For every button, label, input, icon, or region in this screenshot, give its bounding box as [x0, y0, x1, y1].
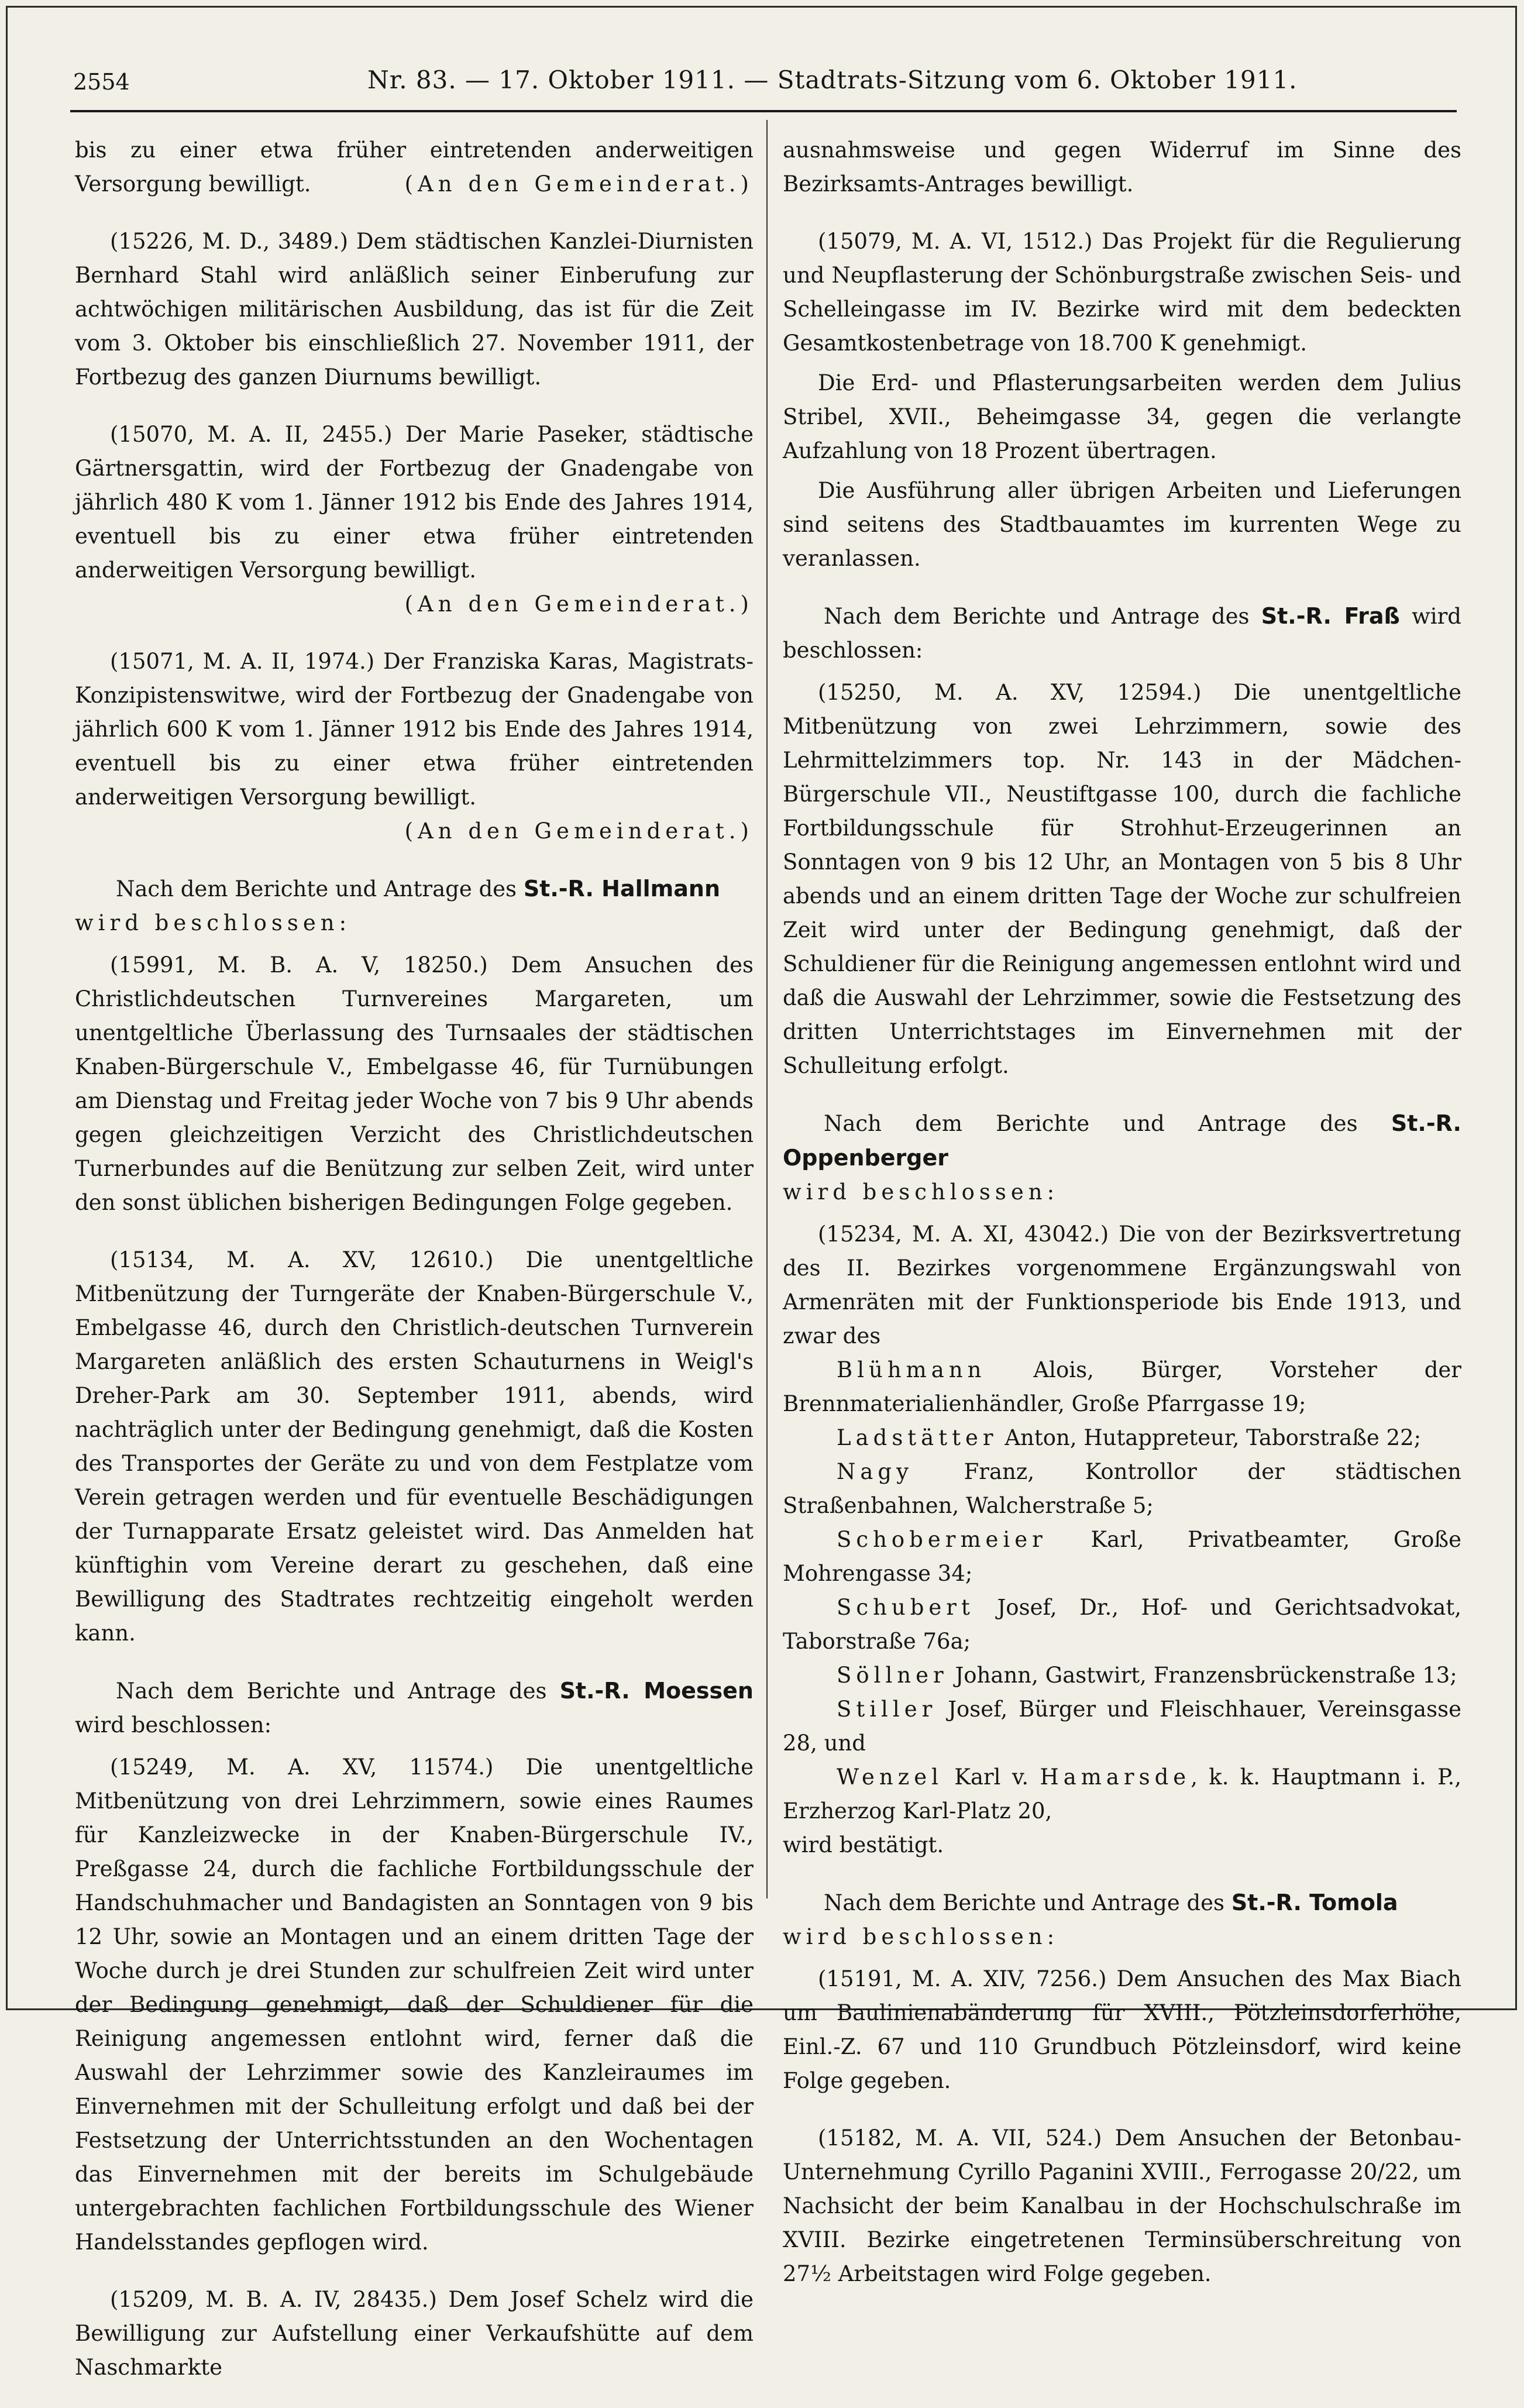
referral-note: (An den Gemeinderat.): [404, 591, 754, 617]
member-details: Anton, Hutappreteur, Taborstraße 22;: [997, 1425, 1422, 1450]
paragraph: [75, 645, 754, 848]
page-number: 2554: [73, 69, 130, 95]
councillor-name: St.-R. Hallmann: [523, 876, 721, 902]
councillor-name: St.-R. Moessen: [559, 1678, 754, 1704]
member-details: Karl v.: [942, 1764, 1040, 1790]
heading-prefix: Nach dem Berichte und Antrage des: [116, 1678, 560, 1704]
section-heading: [75, 872, 754, 906]
paragraph: (15226, M. D., 3489.) Dem städtischen Kanzlei-Diurnisten Bernhard Stahl wird anläßlich seiner Einberufung zur achtwöchigen militärischen Ausbildung, das ist für die Zeit vom 3. Oktober bis einschließlich 27. November 1911, der Fortbezug des ganzen Diurnums bewilligt.: [75, 229, 754, 390]
paragraph: (15250, M. A. XV, 12594.) Die unentgeltliche Mitbenützung von zwei Lehrzimmern, sowie des Lehrmittelzimmers top. Nr. 143 in der Mädchen-Bürgerschule VII., Neustiftgasse 100, durch die fachliche Fortbildungsschule für Strohhut-Erzeugerinnen an Sonntagen von 9 bis 12 Uhr, an Montagen von 5 bis 8 Uhr abends und an einem dritten Tage der Woche zur schulfreien Zeit wird unter der Bedingung genehmigt, daß der Schuldiener für die Reinigung angemessen entlohnt wird und daß die Auswahl der Lehrzimmer, sowie die Festsetzung des dritten Unterrichtstages im Einvernehmen mit der Schulleitung erfolgt.: [783, 680, 1461, 1078]
councillor-name: St.-R. Oppenberger: [783, 1110, 1461, 1171]
left-column: [75, 133, 754, 2408]
member-details: Josef, Dr., Hof- und Gerichtsadvokat, Taborstraße 76a;: [783, 1595, 1461, 1654]
member-name: Blühmann: [837, 1357, 986, 1382]
member-name: Ladstätter: [837, 1425, 998, 1450]
header-rule: [70, 110, 1457, 112]
member-details: Franz, Kontrollor der städtischen Straßenbahnen, Walcherstraße 5;: [783, 1459, 1461, 1518]
paragraph: (15191, M. A. XIV, 7256.) Dem Ansuchen des Max Biach um Baulinienabänderung für XVIII., Pötzleinsdorferhöhe, Einl.-Z. 67 und 110 Grundbuch Pötzleinsdorf, wird keine Folge gegeben.: [783, 1966, 1461, 2093]
list-item: [783, 1760, 1461, 1828]
heading-prefix: Nach dem Berichte und Antrage des: [824, 604, 1261, 629]
section-heading: [783, 1106, 1461, 1175]
member-details: , k. k. Hauptmann i. P., Erzherzog Karl-Platz 20,: [783, 1764, 1461, 1824]
paragraph: (15209, M. B. A. IV, 28435.) Dem Josef Schelz wird die Bewilligung zur Aufstellung einer Verkaufshütte auf dem Naschmarkte: [75, 2287, 754, 2380]
page-header: [70, 59, 1454, 94]
member-details: Alois, Bürger, Vorsteher der Brennmaterialienhändler, Große Pfarrgasse 19;: [783, 1357, 1461, 1416]
paragraph: (15182, M. A. VII, 524.) Dem Ansuchen der Betonbau-Unternehmung Cyrillo Paganini XVIII., Ferrogasse 20/22, um Nachsicht der beim Kanalbau in der Hochschulschraße im XVIII. Bezirke eingetretenen Terminsüberschreitung von 27½ Arbeitstagen wird Folge gegeben.: [783, 2125, 1461, 2286]
member-details: Johann, Gastwirt, Franzensbrückenstraße 13;: [948, 1663, 1457, 1688]
councillor-name: St.-R. Tomola: [1231, 1890, 1398, 1915]
heading-prefix: Nach dem Berichte und Antrage des: [116, 876, 524, 902]
paragraph: wird bestätigt.: [783, 1832, 944, 1857]
paragraph: Die Ausführung aller übrigen Arbeiten und Lieferungen sind seitens des Stadtbauamtes im kurrenten Wege zu veranlassen.: [783, 478, 1461, 571]
list-item: [783, 1659, 1461, 1693]
heading-suffix: wird beschlossen:: [75, 1712, 272, 1738]
member-name: Wenzel: [837, 1764, 943, 1790]
member-name: Hamarsde: [1040, 1764, 1191, 1790]
paragraph: (15234, M. A. XI, 43042.) Die von der Bezirksvertretung des II. Bezirkes vorgenommene Ergänzungswahl von Armenräten mit der Funktionsperiode bis Ende 1913, und zwar des: [783, 1222, 1461, 1349]
list-item: [783, 1421, 1461, 1455]
paragraph-text: (15070, M. A. II, 2455.) Der Marie Paseker, städtische Gärtnersgattin, wird der Fortbezug der Gnadengabe von jährlich 480 K vom 1. Jänner 1912 bis Ende des Jahres 1914, eventuell bis zu einer etwa früher eintretenden anderweitigen Versorgung bewilligt.: [75, 422, 754, 583]
paragraph: [75, 418, 754, 621]
list-item: [783, 1353, 1461, 1421]
heading-prefix: Nach dem Berichte und Antrage des: [824, 1890, 1231, 1915]
member-name: Stiller: [837, 1697, 937, 1722]
member-name: Schobermeier: [837, 1527, 1047, 1552]
paragraph: [75, 133, 754, 201]
heading-prefix: Nach dem Berichte und Antrage des: [824, 1111, 1391, 1136]
member-details: Karl, Privatbeamter, Große Mohrengasse 34;: [783, 1527, 1461, 1586]
list-item: [783, 1455, 1461, 1523]
paragraph: (15991, M. B. A. V, 18250.) Dem Ansuchen des Christlichdeutschen Turnvereines Margareten, um unentgeltliche Überlassung des Turnsaales der städtischen Knaben-Bürgerschule V., Embelgasse 46, für Turnübungen am Dienstag und Freitag jeder Woche von 7 bis 9 Uhr abends gegen gleichzeitigen Verzicht des Christlichdeutschen Turnerbundes auf die Benützung zur selben Zeit, wird unter den sonst üblichen bisherigen Bedingungen Folge gegeben.: [75, 952, 754, 1215]
list-item: [783, 1591, 1461, 1659]
section-heading: [75, 1674, 754, 1742]
section-heading-continued: wird beschlossen:: [783, 1179, 1059, 1205]
member-name: Schubert: [837, 1595, 975, 1620]
column-divider: [766, 120, 768, 1898]
paragraph: (15134, M. A. XV, 12610.) Die unentgeltliche Mitbenützung der Turngeräte der Knaben-Bürgerschule V., Embelgasse 46, durch den Christlich-deutschen Turnverein Margareten anläßlich des ersten Schauturnens in Weigl's Dreher-Park am 30. September 1911, abends, wird nachträglich unter der Bedingung genehmigt, daß die Kosten des Transportes der Geräte zu und von dem Festplatze vom Verein getragen werden und für eventuelle Beschädigungen der Turnapparate Ersatz geleistet wird. Das Anmelden hat künftighin vom Vereine derart zu geschehen, daß eine Bewilligung des Stadtrates rechtzeitig eingeholt werden kann.: [75, 1247, 754, 1646]
councillor-name: St.-R. Fraß: [1261, 603, 1400, 629]
section-heading-continued: wird beschlossen:: [783, 1924, 1059, 1949]
right-column: [783, 133, 1461, 2314]
section-heading: [783, 1886, 1461, 1920]
member-name: Nagy: [837, 1459, 914, 1484]
member-name: Söllner: [837, 1663, 948, 1688]
section-heading: [783, 599, 1461, 668]
section-heading-continued: wird beschlossen:: [75, 910, 352, 935]
referral-note: (An den Gemeinderat.): [404, 818, 754, 844]
header-title: Nr. 83. — 17. Oktober 1911. — Stadtrats-Sitzung vom 6. Oktober 1911.: [367, 66, 1298, 94]
referral-note: (An den Gemeinderat.): [404, 171, 754, 197]
paragraph: (15249, M. A. XV, 11574.) Die unentgeltliche Mitbenützung von drei Lehrzimmern, sowie eines Raumes für Kanzleizwecke in der Knaben-Bürgerschule IV., Preßgasse 24, durch die fachliche Fortbildungsschule der Handschuhmacher und Bandagisten an Sonntagen von 9 bis 12 Uhr, sowie an Montagen und an einem dritten Tage der Woche durch je drei Stunden zur schulfreien Zeit wird unter der Bedingung genehmigt, daß der Schuldiener für die Reinigung angemessen entlohnt wird, ferner daß die Auswahl der Lehrzimmer sowie des Kanzleiraumes im Einvernehmen mit der Schulleitung erfolgt und daß bei der Festsetzung der Unterrichtsstunden an den Wochentagen das Einvernehmen mit der bereits im Schulgebäude untergebrachten fachlichen Fortbildungsschule des Wiener Handelsstandes gepflogen wird.: [75, 1755, 754, 2255]
paragraph: (15079, M. A. VI, 1512.) Das Projekt für die Regulierung und Neupflasterung der Schönburgstraße zwischen Seis- und Schelleingasse im IV. Bezirke wird mit dem bedeckten Gesamtkostenbetrage von 18.700 K genehmigt.: [783, 229, 1461, 356]
list-item: [783, 1693, 1461, 1760]
list-item: [783, 1523, 1461, 1591]
member-details: Josef, Bürger und Fleischhauer, Vereinsgasse 28, und: [783, 1697, 1461, 1756]
paragraph-text: (15071, M. A. II, 1974.) Der Franziska Karas, Magistrats-Konzipistenswitwe, wird der Fortbezug der Gnadengabe von jährlich 600 K vom 1. Jänner 1912 bis Ende des Jahres 1914, eventuell bis zu einer etwa früher eintretenden anderweitigen Versorgung bewilligt.: [75, 649, 754, 810]
heading-suffix: wird beschlossen:: [783, 604, 1461, 663]
paragraph: Die Erd- und Pflasterungsarbeiten werden dem Julius Stribel, XVII., Beheimgasse 34, gegen die verlangte Aufzahlung von 18 Prozent übertragen.: [783, 370, 1461, 463]
paragraph-text: bis zu einer etwa früher eintretenden anderweitigen Versorgung bewilligt.: [75, 137, 754, 197]
paragraph: ausnahmsweise und gegen Widerruf im Sinne des Bezirksamts-Antrages bewilligt.: [783, 137, 1461, 197]
